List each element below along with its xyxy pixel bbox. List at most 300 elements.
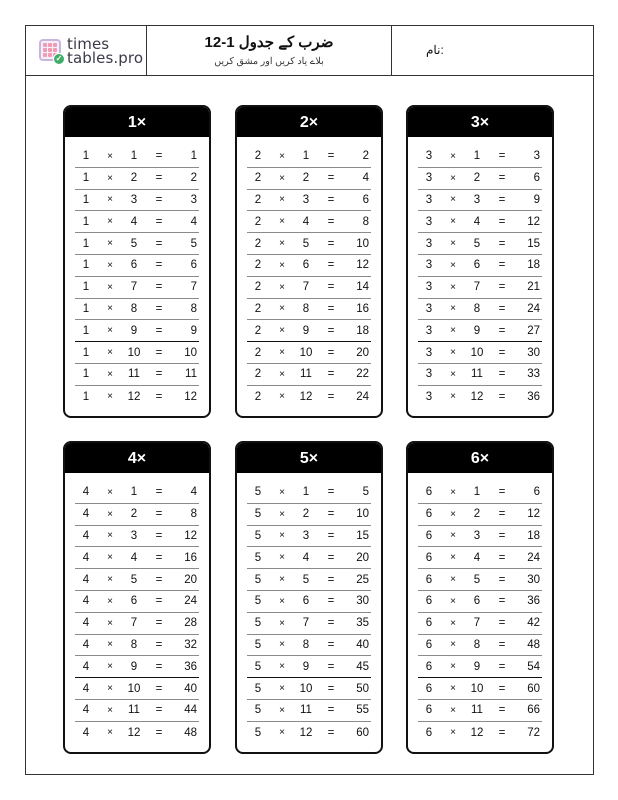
equals-sign: = bbox=[155, 193, 163, 206]
multiplicand: 3 bbox=[425, 390, 433, 403]
table-row bbox=[75, 700, 199, 722]
times-sign: × bbox=[107, 238, 113, 250]
table-row bbox=[418, 700, 542, 722]
equals-sign: = bbox=[327, 259, 335, 272]
equals-sign: = bbox=[327, 551, 335, 564]
table-row bbox=[247, 504, 371, 526]
equals-sign: = bbox=[498, 486, 506, 499]
equals-sign: = bbox=[155, 324, 163, 337]
product: 66 bbox=[527, 704, 540, 717]
product: 7 bbox=[190, 281, 197, 294]
equals-sign: = bbox=[155, 302, 163, 315]
table-row bbox=[247, 211, 371, 233]
multiplicand: 1 bbox=[82, 259, 90, 272]
multiplicand: 6 bbox=[425, 638, 433, 651]
multiplicand: 3 bbox=[425, 172, 433, 185]
multiplicand: 2 bbox=[254, 368, 262, 381]
equals-sign: = bbox=[498, 302, 506, 315]
product: 25 bbox=[356, 573, 369, 586]
product: 18 bbox=[356, 324, 369, 337]
multiplicand: 2 bbox=[254, 324, 262, 337]
multiplier: 7 bbox=[473, 281, 481, 294]
times-sign: × bbox=[107, 552, 113, 564]
equals-sign: = bbox=[327, 529, 335, 542]
card-rows bbox=[75, 146, 199, 408]
multiplicand: 3 bbox=[425, 150, 433, 163]
product: 12 bbox=[184, 390, 197, 403]
multiplier: 10 bbox=[127, 346, 141, 359]
multiplicand: 2 bbox=[254, 302, 262, 315]
multiplier: 4 bbox=[302, 215, 310, 228]
equals-sign: = bbox=[327, 172, 335, 185]
table-row bbox=[418, 547, 542, 569]
multiplier: 12 bbox=[470, 726, 484, 739]
multiplicand: 3 bbox=[425, 324, 433, 337]
multiplier: 9 bbox=[302, 324, 310, 337]
equals-sign: = bbox=[498, 638, 506, 651]
name-label: نام: bbox=[426, 43, 444, 57]
table-row bbox=[418, 255, 542, 277]
product: 6 bbox=[533, 172, 540, 185]
multiplier: 1 bbox=[473, 150, 481, 163]
card-title: 3× bbox=[408, 107, 552, 137]
multiplier: 10 bbox=[299, 346, 313, 359]
multiplier: 11 bbox=[471, 704, 483, 717]
times-table-card-4 bbox=[63, 441, 211, 754]
multiplier: 8 bbox=[473, 638, 481, 651]
table-row bbox=[75, 678, 199, 700]
equals-sign: = bbox=[155, 573, 163, 586]
product: 2 bbox=[362, 150, 369, 163]
multiplier: 9 bbox=[130, 660, 138, 673]
multiplier: 10 bbox=[470, 346, 484, 359]
multiplier: 3 bbox=[302, 193, 310, 206]
multiplicand: 1 bbox=[82, 390, 90, 403]
times-sign: × bbox=[450, 595, 456, 607]
times-sign: × bbox=[107, 259, 113, 271]
multiplicand: 4 bbox=[82, 617, 90, 630]
equals-sign: = bbox=[498, 551, 506, 564]
product: 20 bbox=[356, 346, 369, 359]
equals-sign: = bbox=[498, 508, 506, 521]
multiplier: 2 bbox=[473, 508, 481, 521]
times-sign: × bbox=[107, 508, 113, 520]
product: 21 bbox=[527, 281, 540, 294]
times-sign: × bbox=[450, 683, 456, 695]
multiplier: 6 bbox=[302, 259, 310, 272]
multiplier: 12 bbox=[299, 390, 313, 403]
product: 16 bbox=[356, 302, 369, 315]
multiplicand: 4 bbox=[82, 660, 90, 673]
table-row bbox=[75, 547, 199, 569]
equals-sign: = bbox=[155, 215, 163, 228]
times-sign: × bbox=[107, 530, 113, 542]
multiplier: 5 bbox=[302, 573, 310, 586]
product: 5 bbox=[362, 486, 369, 499]
product: 60 bbox=[356, 726, 369, 739]
multiplicand: 3 bbox=[425, 346, 433, 359]
times-sign: × bbox=[279, 486, 285, 498]
times-sign: × bbox=[107, 683, 113, 695]
multiplicand: 6 bbox=[425, 617, 433, 630]
times-table-card-2 bbox=[235, 105, 383, 418]
equals-sign: = bbox=[498, 529, 506, 542]
product: 35 bbox=[356, 617, 369, 630]
multiplicand: 4 bbox=[82, 508, 90, 521]
times-sign: × bbox=[450, 530, 456, 542]
multiplicand: 5 bbox=[254, 551, 262, 564]
multiplier: 3 bbox=[130, 193, 138, 206]
multiplicand: 2 bbox=[254, 390, 262, 403]
table-row bbox=[75, 190, 199, 212]
equals-sign: = bbox=[498, 150, 506, 163]
product: 12 bbox=[356, 259, 369, 272]
multiplicand: 2 bbox=[254, 237, 262, 250]
table-row bbox=[75, 656, 199, 678]
product: 5 bbox=[190, 237, 197, 250]
equals-sign: = bbox=[327, 237, 335, 250]
equals-sign: = bbox=[327, 617, 335, 630]
times-sign: × bbox=[279, 639, 285, 651]
multiplier: 1 bbox=[302, 486, 310, 499]
multiplicand: 2 bbox=[254, 281, 262, 294]
multiplicand: 1 bbox=[82, 302, 90, 315]
product: 50 bbox=[356, 682, 369, 695]
table-row bbox=[247, 656, 371, 678]
multiplier: 6 bbox=[473, 259, 481, 272]
multiplier: 2 bbox=[130, 172, 138, 185]
equals-sign: = bbox=[155, 595, 163, 608]
times-sign: × bbox=[279, 727, 285, 739]
product: 1 bbox=[190, 150, 197, 163]
multiplicand: 4 bbox=[82, 682, 90, 695]
table-row bbox=[247, 190, 371, 212]
multiplier: 5 bbox=[473, 237, 481, 250]
product: 10 bbox=[356, 237, 369, 250]
table-row bbox=[75, 342, 199, 364]
times-sign: × bbox=[279, 238, 285, 250]
multiplicand: 1 bbox=[82, 150, 90, 163]
multiplicand: 3 bbox=[425, 193, 433, 206]
product: 3 bbox=[533, 150, 540, 163]
times-sign: × bbox=[279, 617, 285, 629]
multiplier: 5 bbox=[473, 573, 481, 586]
multiplicand: 2 bbox=[254, 172, 262, 185]
table-row bbox=[418, 146, 542, 168]
multiplicand: 6 bbox=[425, 573, 433, 586]
product: 10 bbox=[184, 346, 197, 359]
multiplier: 7 bbox=[302, 281, 310, 294]
equals-sign: = bbox=[498, 368, 506, 381]
times-sign: × bbox=[107, 391, 113, 403]
times-sign: × bbox=[450, 172, 456, 184]
times-sign: × bbox=[107, 727, 113, 739]
equals-sign: = bbox=[498, 726, 506, 739]
product: 14 bbox=[356, 281, 369, 294]
times-sign: × bbox=[450, 216, 456, 228]
times-sign: × bbox=[450, 325, 456, 337]
product: 2 bbox=[190, 172, 197, 185]
times-sign: × bbox=[450, 727, 456, 739]
times-table-card-1 bbox=[63, 105, 211, 418]
multiplier: 6 bbox=[473, 595, 481, 608]
product: 8 bbox=[362, 215, 369, 228]
card-title: 4× bbox=[65, 443, 209, 473]
equals-sign: = bbox=[498, 324, 506, 337]
multiplicand: 1 bbox=[82, 193, 90, 206]
calendar-grid-check-icon bbox=[39, 39, 63, 63]
product: 20 bbox=[184, 573, 197, 586]
product: 24 bbox=[527, 302, 540, 315]
times-sign: × bbox=[279, 661, 285, 673]
multiplicand: 5 bbox=[254, 704, 262, 717]
table-row bbox=[247, 386, 371, 408]
product: 6 bbox=[533, 486, 540, 499]
table-row bbox=[75, 386, 199, 408]
multiplier: 6 bbox=[130, 259, 138, 272]
product: 27 bbox=[527, 324, 540, 337]
name-field[interactable] bbox=[392, 26, 593, 75]
table-row bbox=[247, 526, 371, 548]
equals-sign: = bbox=[327, 368, 335, 381]
multiplicand: 3 bbox=[425, 368, 433, 381]
card-rows bbox=[75, 482, 199, 744]
times-sign: × bbox=[450, 574, 456, 586]
table-row bbox=[418, 386, 542, 408]
multiplier: 8 bbox=[473, 302, 481, 315]
table-row bbox=[75, 277, 199, 299]
product: 48 bbox=[527, 638, 540, 651]
product: 36 bbox=[527, 595, 540, 608]
product: 4 bbox=[190, 486, 197, 499]
times-sign: × bbox=[107, 595, 113, 607]
multiplicand: 1 bbox=[82, 368, 90, 381]
multiplier: 1 bbox=[130, 150, 138, 163]
multiplier: 4 bbox=[302, 551, 310, 564]
table-row bbox=[75, 526, 199, 548]
multiplier: 4 bbox=[130, 215, 138, 228]
equals-sign: = bbox=[498, 193, 506, 206]
times-sign: × bbox=[107, 150, 113, 162]
multiplier: 3 bbox=[473, 193, 481, 206]
times-sign: × bbox=[107, 368, 113, 380]
times-sign: × bbox=[450, 368, 456, 380]
multiplicand: 6 bbox=[425, 595, 433, 608]
worksheet-header bbox=[26, 26, 593, 76]
multiplier: 5 bbox=[302, 237, 310, 250]
table-row bbox=[418, 364, 542, 386]
product: 24 bbox=[356, 390, 369, 403]
card-rows bbox=[247, 482, 371, 744]
logo bbox=[26, 26, 147, 75]
product: 3 bbox=[190, 193, 197, 206]
multiplicand: 5 bbox=[254, 682, 262, 695]
multiplicand: 5 bbox=[254, 638, 262, 651]
multiplier: 2 bbox=[130, 508, 138, 521]
equals-sign: = bbox=[155, 486, 163, 499]
equals-sign: = bbox=[327, 573, 335, 586]
equals-sign: = bbox=[327, 638, 335, 651]
multiplicand: 4 bbox=[82, 726, 90, 739]
multiplicand: 5 bbox=[254, 529, 262, 542]
equals-sign: = bbox=[498, 682, 506, 695]
equals-sign: = bbox=[498, 595, 506, 608]
card-rows bbox=[247, 146, 371, 408]
multiplier: 8 bbox=[302, 638, 310, 651]
card-rows bbox=[418, 482, 542, 744]
table-row bbox=[247, 569, 371, 591]
product: 60 bbox=[527, 682, 540, 695]
multiplicand: 3 bbox=[425, 281, 433, 294]
times-sign: × bbox=[107, 347, 113, 359]
times-sign: × bbox=[450, 238, 456, 250]
times-sign: × bbox=[279, 704, 285, 716]
multiplicand: 2 bbox=[254, 193, 262, 206]
times-sign: × bbox=[107, 281, 113, 293]
product: 72 bbox=[527, 726, 540, 739]
times-sign: × bbox=[279, 530, 285, 542]
title-block bbox=[147, 26, 392, 75]
times-sign: × bbox=[279, 216, 285, 228]
times-sign: × bbox=[279, 574, 285, 586]
product: 12 bbox=[184, 529, 197, 542]
times-sign: × bbox=[107, 639, 113, 651]
equals-sign: = bbox=[498, 281, 506, 294]
table-row bbox=[247, 320, 371, 342]
equals-sign: = bbox=[155, 660, 163, 673]
multiplicand: 2 bbox=[254, 215, 262, 228]
times-sign: × bbox=[107, 194, 113, 206]
multiplier: 3 bbox=[473, 529, 481, 542]
equals-sign: = bbox=[155, 281, 163, 294]
equals-sign: = bbox=[498, 617, 506, 630]
multiplicand: 4 bbox=[82, 573, 90, 586]
times-sign: × bbox=[279, 552, 285, 564]
table-row bbox=[75, 569, 199, 591]
equals-sign: = bbox=[155, 237, 163, 250]
table-row bbox=[418, 569, 542, 591]
table-row bbox=[75, 233, 199, 255]
table-row bbox=[418, 635, 542, 657]
table-row bbox=[247, 233, 371, 255]
table-row bbox=[75, 722, 199, 744]
equals-sign: = bbox=[155, 390, 163, 403]
multiplier: 4 bbox=[473, 215, 481, 228]
times-sign: × bbox=[107, 172, 113, 184]
times-sign: × bbox=[107, 617, 113, 629]
times-table-card-5 bbox=[235, 441, 383, 754]
times-sign: × bbox=[450, 150, 456, 162]
multiplier: 11 bbox=[300, 704, 312, 717]
multiplicand: 3 bbox=[425, 302, 433, 315]
equals-sign: = bbox=[498, 215, 506, 228]
table-row bbox=[247, 364, 371, 386]
product: 36 bbox=[527, 390, 540, 403]
equals-sign: = bbox=[327, 324, 335, 337]
times-sign: × bbox=[450, 704, 456, 716]
multiplicand: 2 bbox=[254, 259, 262, 272]
multiplicand: 4 bbox=[82, 486, 90, 499]
multiplicand: 5 bbox=[254, 617, 262, 630]
product: 16 bbox=[184, 551, 197, 564]
table-row bbox=[247, 547, 371, 569]
times-sign: × bbox=[450, 552, 456, 564]
table-row bbox=[247, 277, 371, 299]
table-row bbox=[418, 299, 542, 321]
multiplier: 12 bbox=[470, 390, 484, 403]
equals-sign: = bbox=[498, 573, 506, 586]
multiplicand: 3 bbox=[425, 215, 433, 228]
product: 54 bbox=[527, 660, 540, 673]
multiplicand: 4 bbox=[82, 551, 90, 564]
times-sign: × bbox=[107, 704, 113, 716]
multiplier: 12 bbox=[127, 726, 141, 739]
times-sign: × bbox=[107, 216, 113, 228]
multiplier: 7 bbox=[130, 281, 138, 294]
times-sign: × bbox=[450, 617, 456, 629]
table-row bbox=[247, 635, 371, 657]
times-sign: × bbox=[279, 259, 285, 271]
product: 33 bbox=[527, 368, 540, 381]
multiplier: 9 bbox=[302, 660, 310, 673]
multiplicand: 6 bbox=[425, 486, 433, 499]
times-sign: × bbox=[107, 325, 113, 337]
product: 15 bbox=[527, 237, 540, 250]
equals-sign: = bbox=[327, 281, 335, 294]
page-title: ضرب کے جدول 1-12 bbox=[204, 34, 334, 51]
table-row bbox=[75, 635, 199, 657]
equals-sign: = bbox=[327, 682, 335, 695]
table-row bbox=[247, 678, 371, 700]
product: 10 bbox=[356, 508, 369, 521]
card-rows bbox=[418, 146, 542, 408]
equals-sign: = bbox=[155, 617, 163, 630]
product: 42 bbox=[527, 617, 540, 630]
equals-sign: = bbox=[327, 595, 335, 608]
multiplier: 2 bbox=[302, 172, 310, 185]
equals-sign: = bbox=[155, 150, 163, 163]
times-sign: × bbox=[450, 508, 456, 520]
table-row bbox=[75, 364, 199, 386]
multiplicand: 3 bbox=[425, 237, 433, 250]
table-row bbox=[418, 722, 542, 744]
logo-line-2: tables.pro bbox=[67, 48, 144, 67]
product: 40 bbox=[184, 682, 197, 695]
multiplicand: 3 bbox=[425, 259, 433, 272]
table-row bbox=[75, 255, 199, 277]
multiplicand: 5 bbox=[254, 508, 262, 521]
card-title: 1× bbox=[65, 107, 209, 137]
page-subtitle: بلاے یاد کریں اور مشق کریں bbox=[214, 56, 324, 67]
check-icon: ✓ bbox=[53, 53, 65, 65]
multiplicand: 6 bbox=[425, 660, 433, 673]
equals-sign: = bbox=[498, 390, 506, 403]
table-row bbox=[247, 342, 371, 364]
equals-sign: = bbox=[155, 638, 163, 651]
multiplicand: 6 bbox=[425, 726, 433, 739]
product: 20 bbox=[356, 551, 369, 564]
product: 8 bbox=[190, 508, 197, 521]
multiplier: 11 bbox=[128, 704, 140, 717]
logo-text bbox=[67, 34, 144, 67]
table-row bbox=[418, 482, 542, 504]
table-row bbox=[75, 146, 199, 168]
multiplicand: 1 bbox=[82, 237, 90, 250]
table-row bbox=[75, 482, 199, 504]
equals-sign: = bbox=[498, 237, 506, 250]
equals-sign: = bbox=[498, 704, 506, 717]
table-row bbox=[418, 277, 542, 299]
